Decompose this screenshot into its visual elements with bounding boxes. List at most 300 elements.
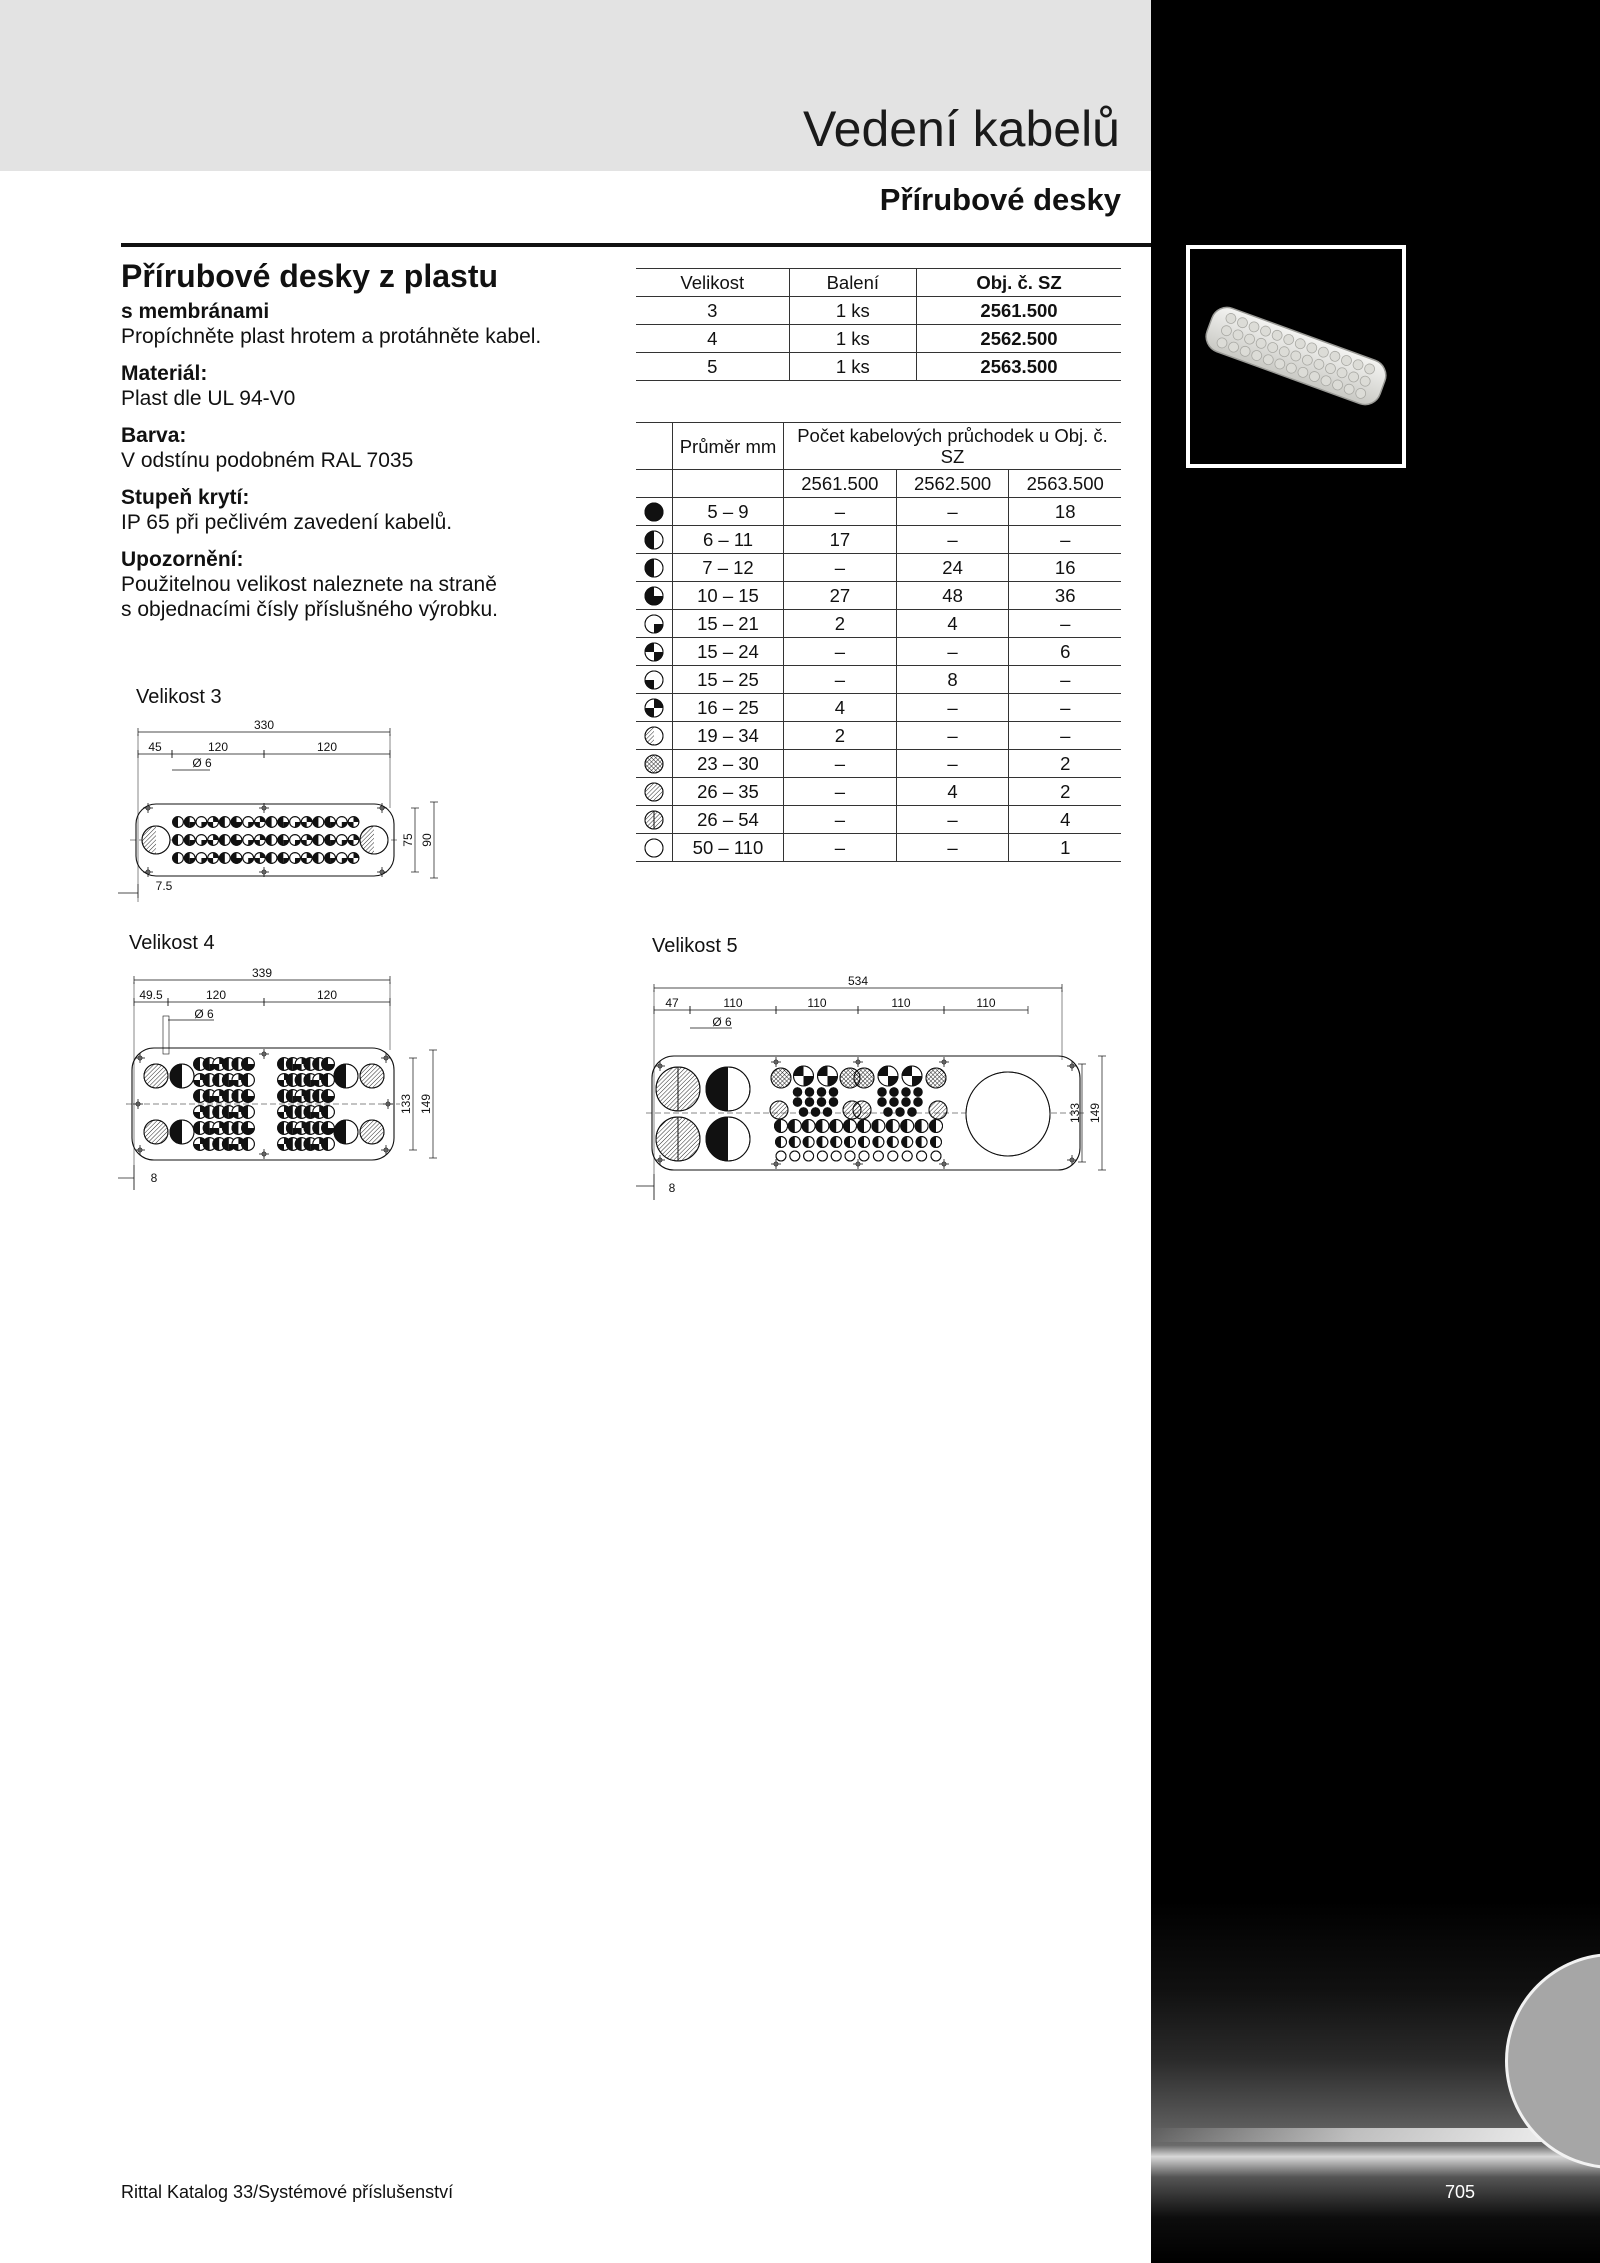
dim-edge: 8 — [150, 1171, 158, 1185]
dim-hole: Ø 6 — [194, 1007, 214, 1021]
large-hole-icon — [170, 1064, 194, 1088]
hole-icon — [322, 1058, 335, 1071]
hole-icon — [845, 1137, 856, 1148]
size5-label: Velikost 5 — [652, 935, 738, 957]
hole-icon — [348, 835, 359, 846]
entry-count: – — [896, 498, 1009, 526]
large-hole-icon — [144, 1064, 168, 1088]
quarter-three-icon — [645, 587, 663, 605]
entry-symbol — [636, 666, 673, 694]
hole-icon — [788, 1120, 801, 1133]
hole-icon — [873, 1137, 884, 1148]
hole-icon — [929, 1101, 947, 1119]
hole-icon — [859, 1137, 870, 1148]
dim-total: 534 — [847, 974, 869, 988]
entry-count: – — [1009, 694, 1121, 722]
entry-symbol — [636, 694, 673, 722]
hole-icon — [873, 1151, 883, 1161]
hole-icon — [255, 835, 266, 846]
hole-icon — [793, 1098, 801, 1106]
hole-icon — [831, 1151, 841, 1161]
entry-symbol — [636, 806, 673, 834]
order-table — [636, 268, 1121, 381]
hole-icon — [173, 835, 184, 846]
hole-icon — [313, 853, 324, 864]
entry-count: – — [896, 834, 1009, 862]
hole-icon — [290, 835, 301, 846]
material-label: Materiál: — [121, 362, 208, 385]
entry-range: 26 – 54 — [673, 806, 784, 834]
hole-icon — [805, 1098, 813, 1106]
footer-catalog: Rittal Katalog 33/Systémové příslušenství — [121, 2182, 454, 2202]
product-description — [121, 258, 641, 622]
hole-icon — [196, 853, 207, 864]
entry-count: – — [896, 806, 1009, 834]
hole-icon — [901, 1120, 914, 1133]
hole-icon — [278, 835, 289, 846]
note-label: Upozornění: — [121, 548, 244, 571]
table-row — [636, 297, 1121, 325]
product-subtitle: s membránami — [121, 300, 270, 323]
hole-icon — [325, 853, 336, 864]
hole-icon — [336, 853, 347, 864]
entry-symbol — [636, 582, 673, 610]
hole-icon — [219, 817, 230, 828]
hole-icon — [790, 1151, 800, 1161]
hole-icon — [208, 835, 219, 846]
product-photo — [1186, 245, 1406, 468]
entry-count: – — [784, 750, 897, 778]
protection-label: Stupeň krytí: — [121, 486, 250, 509]
order-size: 4 — [636, 325, 789, 353]
order-number: 2561.500 — [917, 297, 1122, 325]
hole-icon — [902, 1098, 910, 1106]
hole-icon — [322, 1106, 335, 1119]
dim-e: 110 — [976, 996, 996, 1010]
hole-icon — [255, 817, 266, 828]
half-right-icon — [645, 531, 663, 549]
hole-icon — [931, 1137, 942, 1148]
dim-h1: 133 — [1068, 1102, 1082, 1124]
hole-icon — [888, 1151, 898, 1161]
size5-drawing — [636, 964, 1126, 1202]
entry-range: 7 – 12 — [673, 554, 784, 582]
hole-icon — [336, 835, 347, 846]
hole-icon — [242, 1122, 255, 1135]
hole-icon — [916, 1137, 927, 1148]
entry-count: – — [896, 722, 1009, 750]
dim-c: 120 — [316, 988, 338, 1002]
order-number: 2562.500 — [917, 325, 1122, 353]
entry-count: – — [784, 554, 897, 582]
dim-total: 339 — [251, 966, 273, 980]
dim-a: 45 — [148, 740, 162, 754]
hole-icon — [322, 1090, 335, 1103]
entry-range: 19 – 34 — [673, 722, 784, 750]
table-row — [636, 498, 1121, 526]
column-header: 2562.500 — [896, 470, 1009, 498]
order-number: 2563.500 — [917, 353, 1122, 381]
hole-icon — [231, 835, 242, 846]
large-hole-icon — [360, 1064, 384, 1088]
table-row — [636, 666, 1121, 694]
order-pack: 1 ks — [789, 297, 916, 325]
hole-icon — [325, 835, 336, 846]
hole-icon — [804, 1151, 814, 1161]
large-hole-icon — [144, 1120, 168, 1144]
cable-entry-table — [636, 422, 1121, 862]
entry-count: 17 — [784, 526, 897, 554]
product-title: Přírubové desky z plastu — [121, 258, 499, 294]
dim-h1: 133 — [399, 1093, 413, 1115]
hole-icon — [348, 853, 359, 864]
entry-count: 4 — [896, 610, 1009, 638]
entry-count: – — [784, 834, 897, 862]
dim-h2: 149 — [1088, 1102, 1102, 1124]
hole-icon — [830, 1120, 843, 1133]
hole-icon — [242, 1106, 255, 1119]
hole-icon — [926, 1068, 946, 1088]
entry-count: 2 — [784, 610, 897, 638]
hole-icon — [231, 853, 242, 864]
quarters-diag2-icon — [645, 699, 663, 717]
dim-a: 49.5 — [139, 988, 163, 1002]
hole-icon — [322, 1122, 335, 1135]
entry-count: 36 — [1009, 582, 1121, 610]
entry-count: 8 — [896, 666, 1009, 694]
chapter-title: Vedení kabelů — [803, 101, 1120, 157]
entry-count: – — [1009, 610, 1121, 638]
solid-icon — [645, 503, 663, 521]
large-hole-icon — [706, 1067, 750, 1111]
symbol-header — [636, 423, 673, 470]
entry-count: – — [1009, 722, 1121, 750]
order-pack: 1 ks — [789, 353, 916, 381]
entry-count: 1 — [1009, 834, 1121, 862]
hole-icon — [886, 1120, 899, 1133]
entry-count: 2 — [784, 722, 897, 750]
large-hole-icon — [656, 1067, 700, 1111]
hole-icon — [290, 853, 301, 864]
entry-range: 50 – 110 — [673, 834, 784, 862]
hole-icon — [789, 1137, 800, 1148]
large-hole-icon — [334, 1120, 358, 1144]
dim-h1: 75 — [401, 833, 415, 847]
entry-symbol — [636, 834, 673, 862]
entry-symbol — [636, 554, 673, 582]
entry-range: 5 – 9 — [673, 498, 784, 526]
hole-icon — [242, 1074, 255, 1087]
entry-symbol — [636, 526, 673, 554]
product-intro: Propíchněte plast hrotem a protáhněte kabel. — [121, 325, 542, 348]
half-left-icon — [645, 559, 663, 577]
entry-count: – — [784, 778, 897, 806]
hole-icon — [803, 1137, 814, 1148]
hole-icon — [770, 1101, 788, 1119]
hole-icon — [196, 817, 207, 828]
section-title: Přírubové desky — [879, 182, 1121, 217]
hole-icon — [208, 853, 219, 864]
hole-icon — [844, 1120, 857, 1133]
table-row — [636, 722, 1121, 750]
hole-icon — [854, 1068, 874, 1088]
table-row — [636, 834, 1121, 862]
hatch-diag-icon — [645, 783, 663, 801]
diameter-header-blank — [673, 470, 784, 498]
hole-icon — [902, 1066, 922, 1086]
dim-b: 110 — [723, 996, 743, 1010]
entry-count: 16 — [1009, 554, 1121, 582]
size3-label: Velikost 3 — [136, 686, 222, 708]
hole-icon — [890, 1088, 898, 1096]
hole-icon — [242, 1138, 255, 1151]
hole-icon — [896, 1108, 904, 1116]
large-hole-icon — [656, 1117, 700, 1161]
size4-drawing — [118, 960, 458, 1195]
hole-icon — [914, 1088, 922, 1096]
large-hole-icon — [966, 1072, 1050, 1156]
hole-icon — [771, 1068, 791, 1088]
hole-icon — [322, 1138, 335, 1151]
hole-icon — [829, 1088, 837, 1096]
hole-icon — [290, 817, 301, 828]
header-rule — [121, 243, 1151, 247]
entry-range: 16 – 25 — [673, 694, 784, 722]
hole-icon — [818, 1066, 838, 1086]
hole-icon — [775, 1120, 788, 1133]
hole-icon — [219, 835, 230, 846]
hole-icon — [829, 1098, 837, 1106]
hole-icon — [902, 1137, 913, 1148]
hole-icon — [348, 817, 359, 828]
hatch-half-icon — [142, 826, 170, 854]
hole-icon — [243, 817, 254, 828]
dim-h2: 90 — [420, 833, 434, 847]
dim-edge: 7.5 — [155, 879, 173, 893]
hole-icon — [184, 853, 195, 864]
dim-c: 120 — [316, 740, 338, 754]
order-header-pack: Balení — [789, 269, 916, 297]
large-hole-icon — [334, 1064, 358, 1088]
note-line-2: s objednacími čísly příslušného výrobku. — [121, 598, 499, 621]
hole-icon — [313, 817, 324, 828]
hole-icon — [255, 853, 266, 864]
size3-drawing — [118, 712, 454, 902]
hole-icon — [301, 853, 312, 864]
dim-total: 330 — [253, 718, 275, 732]
large-hole-icon — [170, 1120, 194, 1144]
entry-range: 10 – 15 — [673, 582, 784, 610]
crosshatch-icon — [645, 755, 663, 773]
entry-count: – — [896, 694, 1009, 722]
hole-icon — [799, 1108, 807, 1116]
hole-icon — [184, 817, 195, 828]
dim-hole: Ø 6 — [192, 756, 212, 770]
color-label: Barva: — [121, 424, 187, 447]
hole-icon — [173, 817, 184, 828]
hole-icon — [902, 1151, 912, 1161]
color-value: V odstínu podobném RAL 7035 — [121, 449, 414, 472]
dim-h2: 149 — [419, 1093, 433, 1115]
hatch-half-icon — [645, 727, 663, 745]
hole-icon — [266, 817, 277, 828]
hole-icon — [278, 853, 289, 864]
entry-range: 26 – 35 — [673, 778, 784, 806]
hole-icon — [817, 1098, 825, 1106]
hole-icon — [884, 1108, 892, 1116]
hole-icon — [776, 1137, 787, 1148]
column-header: 2563.500 — [1009, 470, 1121, 498]
protection-value: IP 65 při pečlivém zavedení kabelů. — [121, 511, 453, 534]
hole-icon — [266, 853, 277, 864]
entry-count: – — [784, 666, 897, 694]
entry-count: 2 — [1009, 750, 1121, 778]
order-size: 3 — [636, 297, 789, 325]
large-hole-icon — [360, 1120, 384, 1144]
hole-icon — [902, 1088, 910, 1096]
hole-icon — [184, 835, 195, 846]
entry-range: 6 – 11 — [673, 526, 784, 554]
diameter-header: Průměr mm — [673, 423, 784, 470]
entry-symbol — [636, 610, 673, 638]
empty-icon — [645, 839, 663, 857]
entry-count: – — [896, 638, 1009, 666]
hole-icon — [173, 853, 184, 864]
hole-icon — [823, 1108, 831, 1116]
hole-icon — [816, 1120, 829, 1133]
hole-icon — [805, 1088, 813, 1096]
hole-icon — [917, 1151, 927, 1161]
entry-range: 15 – 21 — [673, 610, 784, 638]
entry-count: – — [896, 750, 1009, 778]
hatch-split-icon — [645, 811, 663, 829]
table-row — [636, 806, 1121, 834]
hole-icon — [243, 835, 254, 846]
table-row — [636, 526, 1121, 554]
hole-icon — [301, 835, 312, 846]
hole-icon — [208, 817, 219, 828]
hatch-half-icon — [360, 826, 388, 854]
hole-icon — [322, 1074, 335, 1087]
hole-icon — [242, 1058, 255, 1071]
hole-icon — [853, 1101, 871, 1119]
hole-icon — [793, 1088, 801, 1096]
entry-count: 48 — [896, 582, 1009, 610]
hole-icon — [196, 835, 207, 846]
dim-b: 120 — [207, 740, 229, 754]
hole-icon — [242, 1090, 255, 1103]
entry-symbol — [636, 778, 673, 806]
quarter-br-icon — [645, 615, 663, 633]
dim-c: 110 — [807, 996, 827, 1010]
hole-icon — [231, 817, 242, 828]
hole-icon — [858, 1120, 871, 1133]
entry-count: 4 — [896, 778, 1009, 806]
entry-count: – — [1009, 666, 1121, 694]
entry-symbol — [636, 498, 673, 526]
order-size: 5 — [636, 353, 789, 381]
entry-count: – — [784, 806, 897, 834]
hole-icon — [859, 1151, 869, 1161]
quarters-diag-icon — [645, 643, 663, 661]
order-header-number: Obj. č. SZ — [917, 269, 1122, 297]
table-row — [636, 325, 1121, 353]
hole-icon — [278, 817, 289, 828]
hole-icon — [887, 1137, 898, 1148]
table-row — [636, 694, 1121, 722]
hole-icon — [931, 1151, 941, 1161]
hole-icon — [890, 1098, 898, 1106]
table-row — [636, 750, 1121, 778]
size4-label: Velikost 4 — [129, 932, 215, 954]
entry-count: 27 — [784, 582, 897, 610]
hole-icon — [872, 1120, 885, 1133]
entry-count: 4 — [1009, 806, 1121, 834]
entry-count: 4 — [784, 694, 897, 722]
hole-icon — [794, 1066, 814, 1086]
hole-icon — [313, 835, 324, 846]
table-row — [636, 638, 1121, 666]
entry-count: 18 — [1009, 498, 1121, 526]
symbol-header-blank — [636, 470, 673, 498]
hole-icon — [817, 1088, 825, 1096]
hole-icon — [878, 1066, 898, 1086]
table-row — [636, 610, 1121, 638]
entry-symbol — [636, 638, 673, 666]
entry-count: – — [784, 638, 897, 666]
hole-icon — [325, 817, 336, 828]
hole-icon — [914, 1098, 922, 1106]
quarter-bl-icon — [645, 671, 663, 689]
entry-count: – — [1009, 526, 1121, 554]
entry-symbol — [636, 722, 673, 750]
hole-icon — [930, 1120, 943, 1133]
entry-count: 2 — [1009, 778, 1121, 806]
dim-hole: Ø 6 — [712, 1015, 732, 1029]
table-row — [636, 778, 1121, 806]
hole-icon — [817, 1151, 827, 1161]
entry-count: 6 — [1009, 638, 1121, 666]
column-header: 2561.500 — [784, 470, 897, 498]
hole-icon — [776, 1151, 786, 1161]
table-row — [636, 582, 1121, 610]
dim-a: 47 — [665, 996, 679, 1010]
hole-icon — [817, 1137, 828, 1148]
hole-icon — [845, 1151, 855, 1161]
hole-icon — [301, 817, 312, 828]
dim-edge: 8 — [668, 1181, 676, 1195]
hole-icon — [336, 817, 347, 828]
hole-icon — [266, 835, 277, 846]
order-pack: 1 ks — [789, 325, 916, 353]
dim-d: 110 — [891, 996, 911, 1010]
table-row — [636, 554, 1121, 582]
hole-icon — [243, 853, 254, 864]
entry-range: 23 – 30 — [673, 750, 784, 778]
table-row — [636, 353, 1121, 381]
order-header-size: Velikost — [636, 269, 789, 297]
material-value: Plast dle UL 94-V0 — [121, 387, 296, 410]
hole-icon — [878, 1088, 886, 1096]
entry-symbol — [636, 750, 673, 778]
hole-icon — [915, 1120, 928, 1133]
entry-count: 24 — [896, 554, 1009, 582]
entry-range: 15 – 24 — [673, 638, 784, 666]
hole-icon — [811, 1108, 819, 1116]
hole-icon — [878, 1098, 886, 1106]
count-header: Počet kabelových průchodek u Obj. č. SZ — [784, 423, 1122, 470]
entry-count: – — [784, 498, 897, 526]
